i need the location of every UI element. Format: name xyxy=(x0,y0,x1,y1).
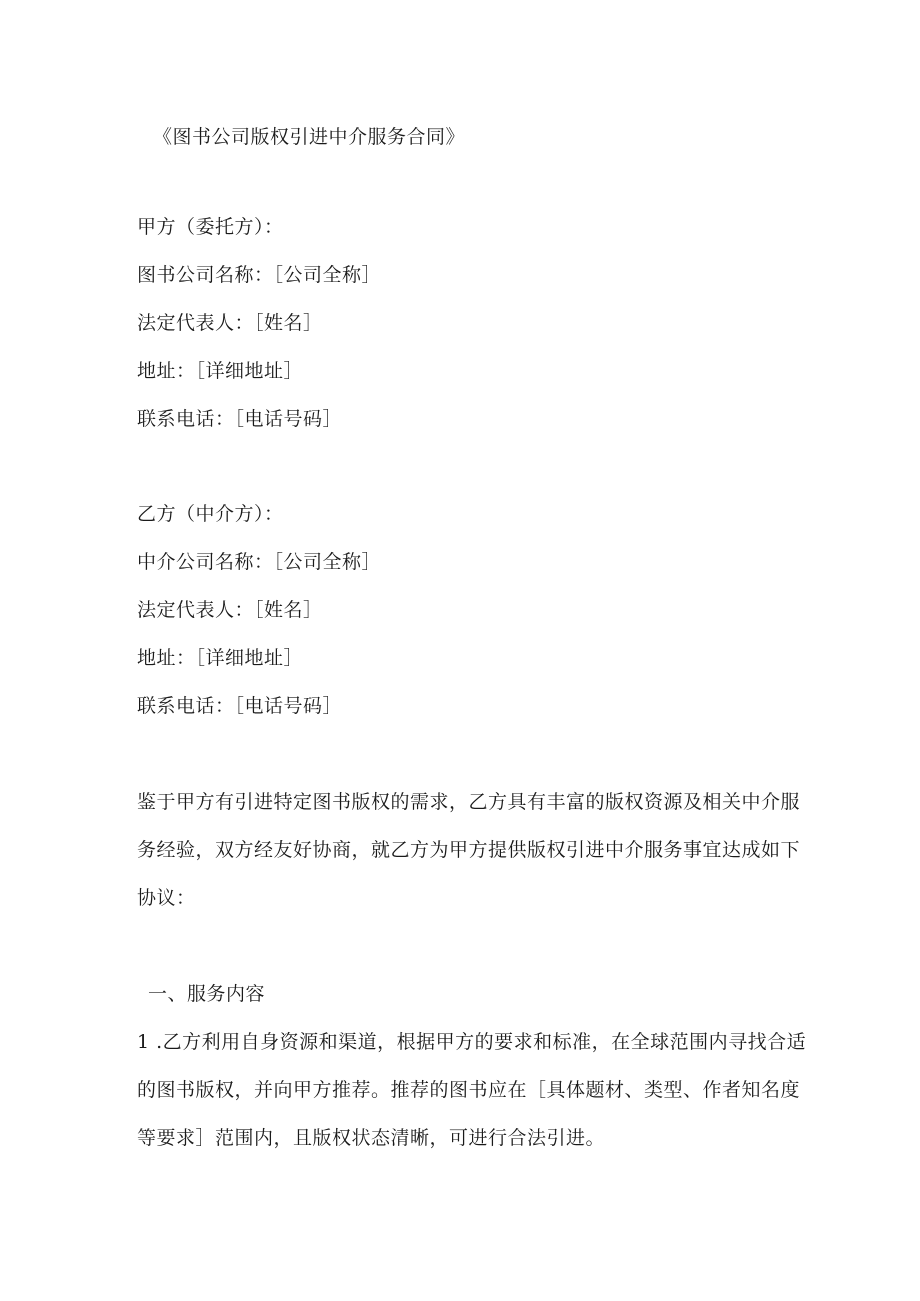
party-b-representative: 法定代表人：［姓名］ xyxy=(137,599,323,621)
party-b-phone: 联系电话：［电话号码］ xyxy=(137,695,343,717)
clause-line: 等要求］范围内，且版权状态清晰，可进行合法引进。 xyxy=(137,1127,606,1149)
party-a-representative: 法定代表人：［姓名］ xyxy=(137,312,323,334)
party-b-heading: 乙方（中介方）： xyxy=(137,503,284,525)
preamble-line: 务经验，双方经友好协商，就乙方为甲方提供版权引进中介服务事宜达成如下 xyxy=(137,839,801,861)
clause-line: 的图书版权，并向甲方推荐。推荐的图书应在［具体题材、类型、作者知名度 xyxy=(137,1079,801,1101)
party-b-address: 地址：［详细地址］ xyxy=(137,647,304,669)
party-a-company: 图书公司名称：［公司全称］ xyxy=(137,264,382,286)
party-a-heading: 甲方（委托方）： xyxy=(137,216,284,238)
section-heading: 一、服务内容 xyxy=(148,983,266,1005)
clause-line: 1 .乙方利用自身资源和渠道，根据甲方的要求和标准，在全球范围内寻找合适 xyxy=(137,1031,807,1053)
party-a-phone: 联系电话：［电话号码］ xyxy=(137,408,343,430)
preamble-line: 鉴于甲方有引进特定图书版权的需求，乙方具有丰富的版权资源及相关中介服 xyxy=(137,791,801,813)
preamble-line: 协议： xyxy=(137,887,196,909)
party-a-address: 地址：［详细地址］ xyxy=(137,360,304,382)
document-title: 《图书公司版权引进中介服务合同》 xyxy=(153,126,466,148)
party-b-company: 中介公司名称：［公司全称］ xyxy=(137,551,382,573)
